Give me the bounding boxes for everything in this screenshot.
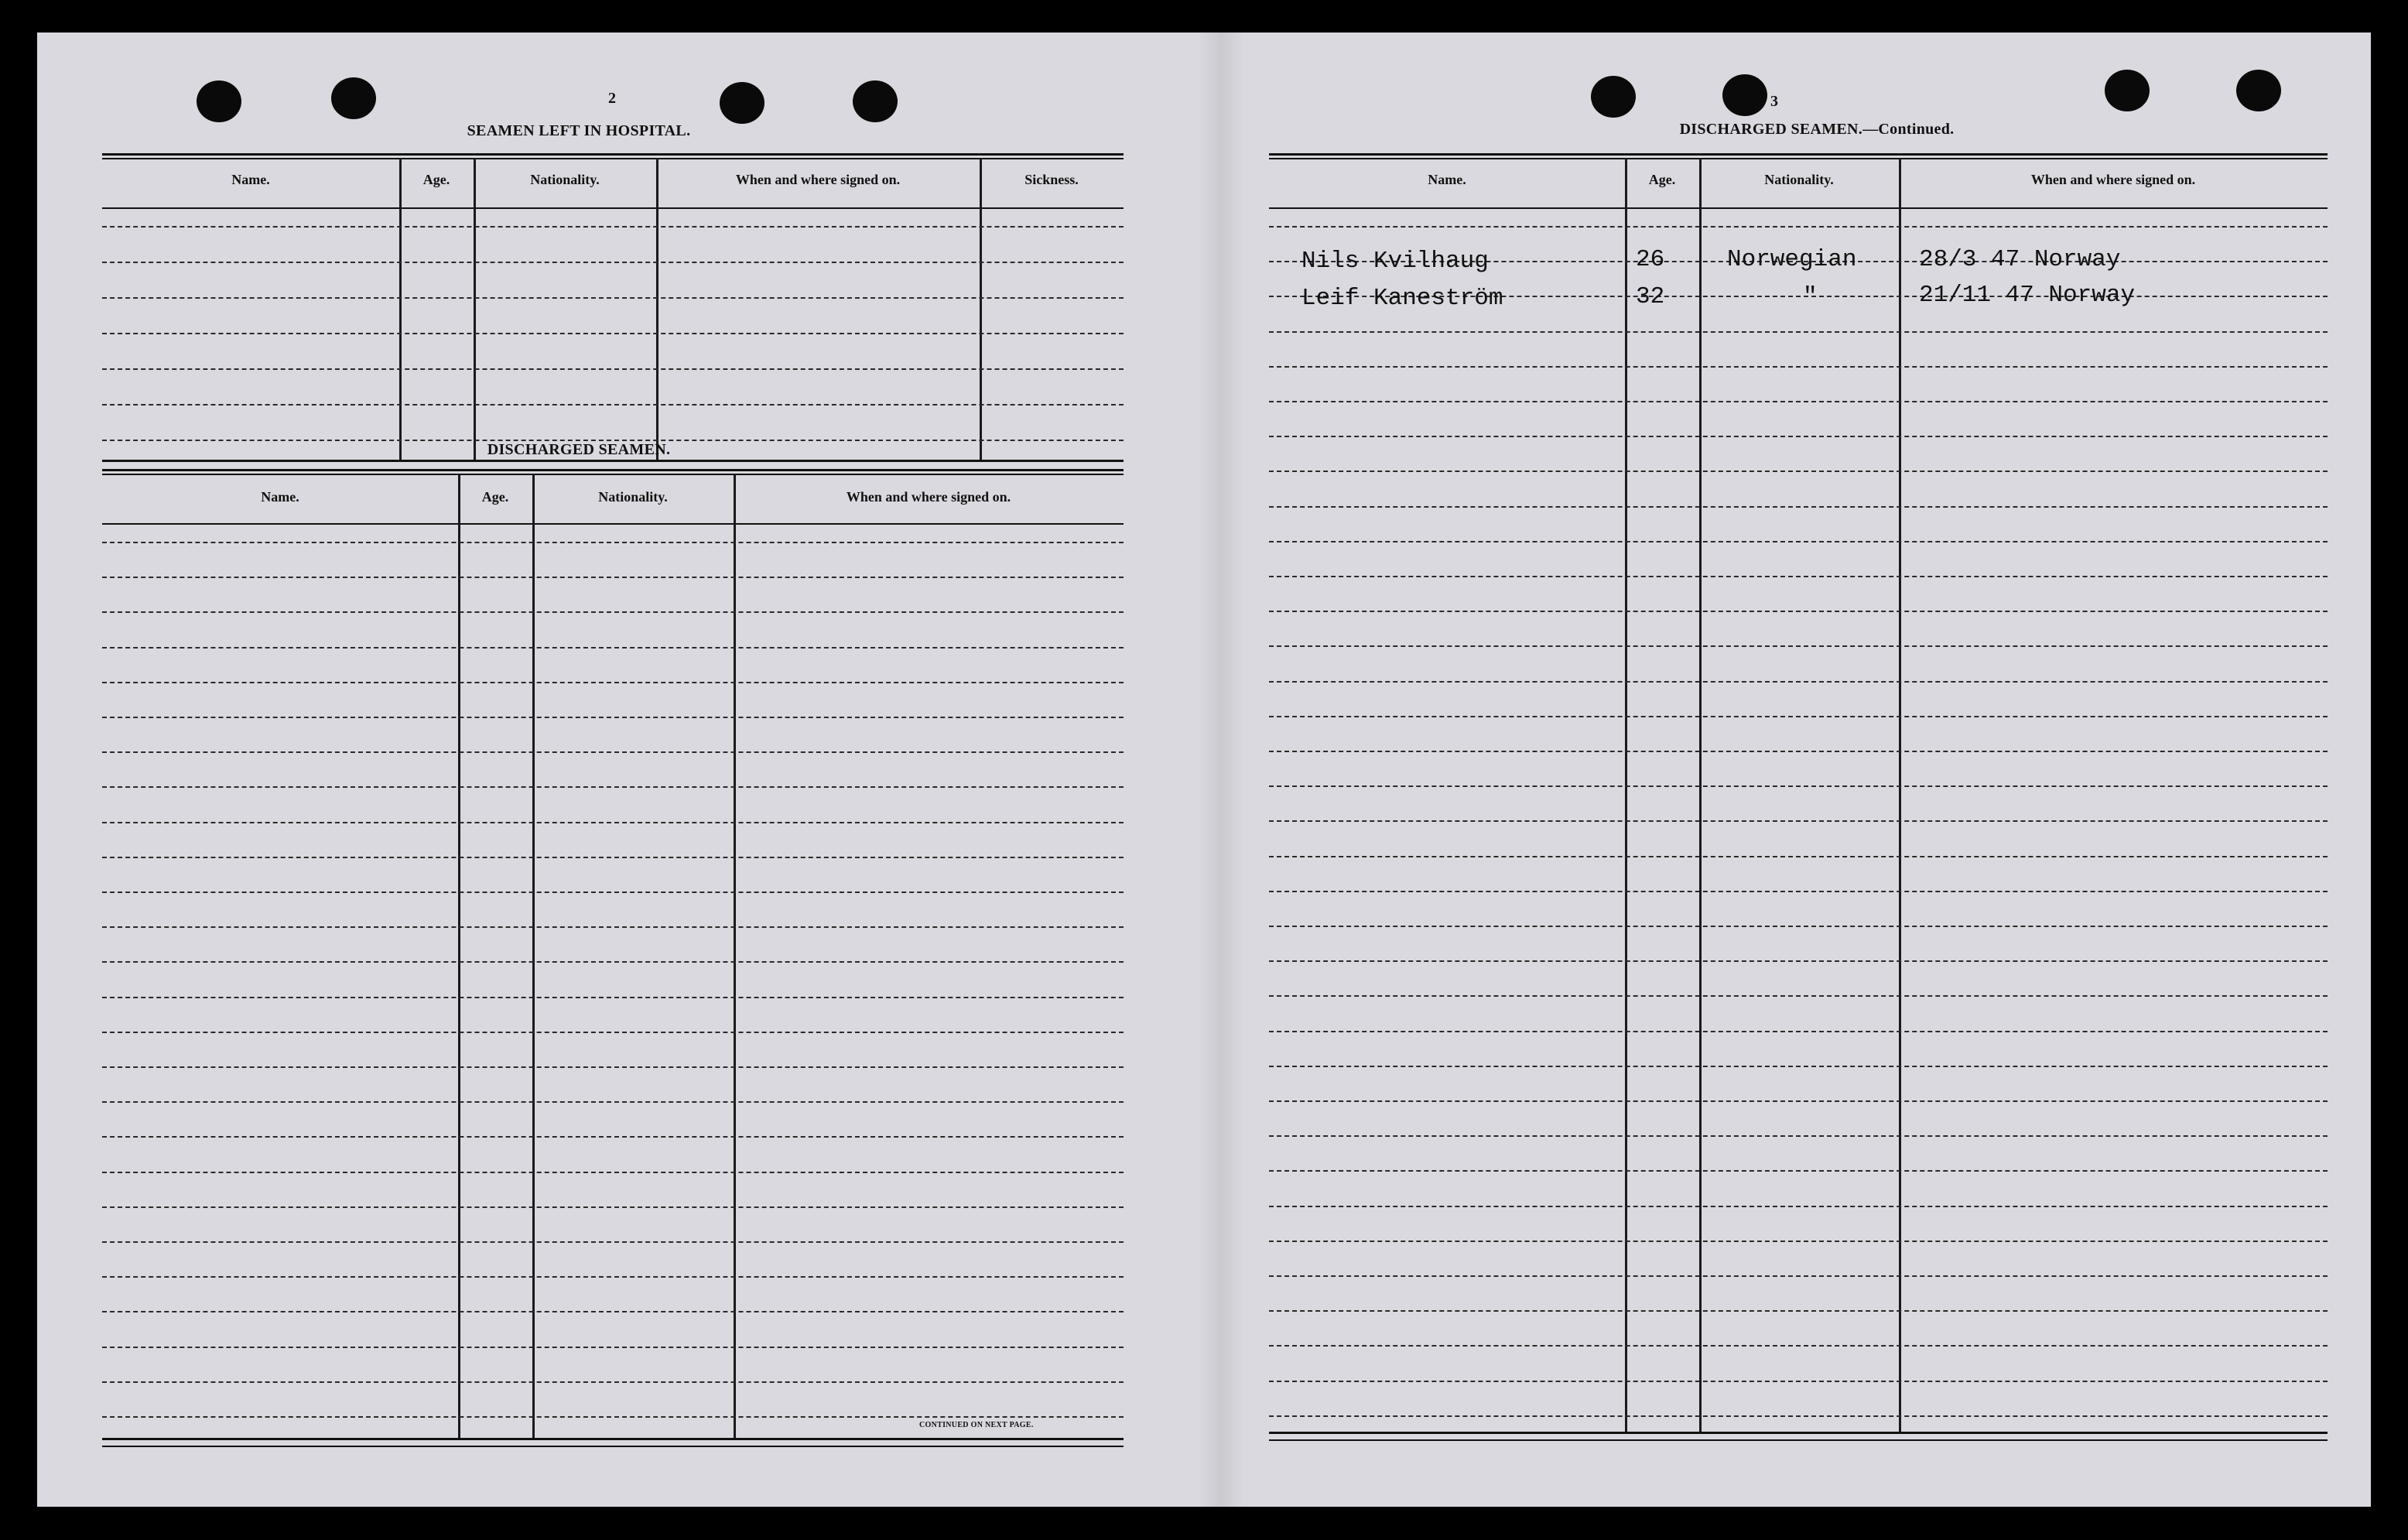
ruling-line: [1269, 891, 2328, 892]
ruling-line: [102, 297, 1124, 299]
ruling-line: [102, 1136, 1124, 1138]
discharged-section-title: DISCHARGED SEAMEN.: [487, 441, 671, 458]
ledger-sheet: [37, 33, 2371, 1507]
column-header-age: Age.: [422, 172, 450, 187]
ruling-line: [1269, 785, 2328, 787]
seaman-name: Leif Kaneström: [1301, 285, 1503, 312]
punch-hole: [331, 77, 376, 119]
ruling-line: [102, 368, 1124, 370]
seaman-signed-on: 28/3 47 Norway: [1919, 246, 2121, 273]
column-header-signed-on: When and where signed on.: [735, 172, 901, 187]
punch-hole: [2236, 70, 2281, 111]
punch-hole: [1722, 74, 1767, 116]
ruling-line: [102, 1172, 1124, 1173]
punch-hole: [853, 80, 898, 122]
seaman-name: Nils Kvilhaug: [1301, 248, 1489, 275]
ruling-line: [102, 333, 1124, 334]
ruling-line: [102, 1416, 1124, 1418]
ruling-line: [1269, 820, 2328, 822]
seaman-age: 26: [1636, 246, 1665, 273]
discharged-table-right: [1269, 153, 2328, 1461]
ruling-line: [1269, 1310, 2328, 1312]
ruling-line: [1269, 1031, 2328, 1032]
ruling-line: [1269, 471, 2328, 472]
ruling-line: [102, 1032, 1124, 1033]
seaman-nationality: ": [1803, 283, 1818, 310]
ruling-line: [1269, 436, 2328, 437]
ruling-line: [102, 997, 1124, 998]
ruling-line: [1269, 926, 2328, 927]
ruling-line: [102, 1066, 1124, 1068]
punch-hole: [2105, 70, 2150, 111]
ruling-line: [102, 1347, 1124, 1348]
hospital-section-title: SEAMEN LEFT IN HOSPITAL.: [467, 122, 691, 139]
ruling-line: [1269, 1100, 2328, 1102]
column-header-nationality: Nationality.: [598, 489, 668, 505]
ruling-line: [102, 717, 1124, 718]
ruling-line: [1269, 1241, 2328, 1242]
ruling-line: [102, 404, 1124, 406]
page-fold: [1198, 33, 1244, 1507]
column-header-name: Name.: [231, 172, 270, 187]
ruling-line: [102, 647, 1124, 649]
ruling-line: [1269, 541, 2328, 542]
ruling-line: [1269, 226, 2328, 228]
column-header-nationality: Nationality.: [1764, 172, 1834, 187]
column-header-age: Age.: [481, 489, 509, 505]
page-number-left: 2: [608, 90, 616, 107]
ruling-line: [1269, 960, 2328, 962]
column-header-signed-on: When and where signed on.: [2030, 172, 2196, 187]
discharged-continued-title: DISCHARGED SEAMEN.—Continued.: [1679, 121, 1955, 138]
column-header-age: Age.: [1648, 172, 1676, 187]
ruling-line: [1269, 506, 2328, 508]
ruling-line: [1269, 1381, 2328, 1382]
ruling-line: [1269, 856, 2328, 857]
ruling-line: [102, 262, 1124, 263]
ruling-line: [102, 1311, 1124, 1312]
ruling-line: [102, 857, 1124, 858]
ruling-line: [1269, 751, 2328, 752]
ruling-line: [1269, 681, 2328, 683]
ruling-line: [102, 786, 1124, 788]
ruling-line: [102, 1206, 1124, 1208]
ruling-line: [1269, 1135, 2328, 1137]
discharged-table-left: [102, 469, 1124, 1452]
ruling-line: [102, 961, 1124, 963]
ruling-line: [1269, 1275, 2328, 1277]
ruling-line: [102, 751, 1124, 753]
ruling-line: [102, 577, 1124, 578]
ruling-line: [1269, 995, 2328, 997]
column-header-nationality: Nationality.: [530, 172, 600, 187]
ruling-line: [102, 1241, 1124, 1243]
ruling-line: [102, 682, 1124, 683]
seaman-age: 32: [1636, 283, 1665, 310]
seaman-nationality: Norwegian: [1727, 246, 1857, 273]
ruling-line: [1269, 401, 2328, 402]
ruling-line: [102, 226, 1124, 228]
ruling-line: [102, 891, 1124, 893]
column-header-name: Name.: [261, 489, 299, 505]
ruling-line: [1269, 1170, 2328, 1172]
ruling-line: [1269, 611, 2328, 612]
column-header-signed-on: When and where signed on.: [846, 489, 1011, 505]
punch-hole: [197, 80, 241, 122]
ruling-line: [1269, 1206, 2328, 1207]
seaman-signed-on: 21/11 47 Norway: [1919, 282, 2136, 309]
punch-hole: [1591, 76, 1636, 118]
column-header-sickness: Sickness.: [1024, 172, 1079, 187]
ruling-line: [102, 822, 1124, 823]
ruling-line: [1269, 366, 2328, 368]
punch-hole: [720, 82, 764, 124]
ruling-line: [1269, 576, 2328, 577]
column-header-name: Name.: [1428, 172, 1466, 187]
ruling-line: [1269, 1066, 2328, 1067]
hospital-table: [102, 153, 1124, 464]
ruling-line: [102, 1276, 1124, 1278]
ruling-line: [1269, 1345, 2328, 1347]
ruling-line: [102, 926, 1124, 928]
ruling-line: [1269, 331, 2328, 333]
ruling-line: [1269, 716, 2328, 717]
ruling-line: [102, 1381, 1124, 1383]
ruling-line: [1269, 645, 2328, 647]
page-number-right: 3: [1770, 93, 1778, 110]
ruling-line: [102, 611, 1124, 613]
ruling-line: [1269, 1415, 2328, 1417]
ruling-line: [102, 1101, 1124, 1103]
ruling-line: [102, 542, 1124, 543]
continued-footnote: CONTINUED ON NEXT PAGE.: [919, 1421, 1034, 1429]
